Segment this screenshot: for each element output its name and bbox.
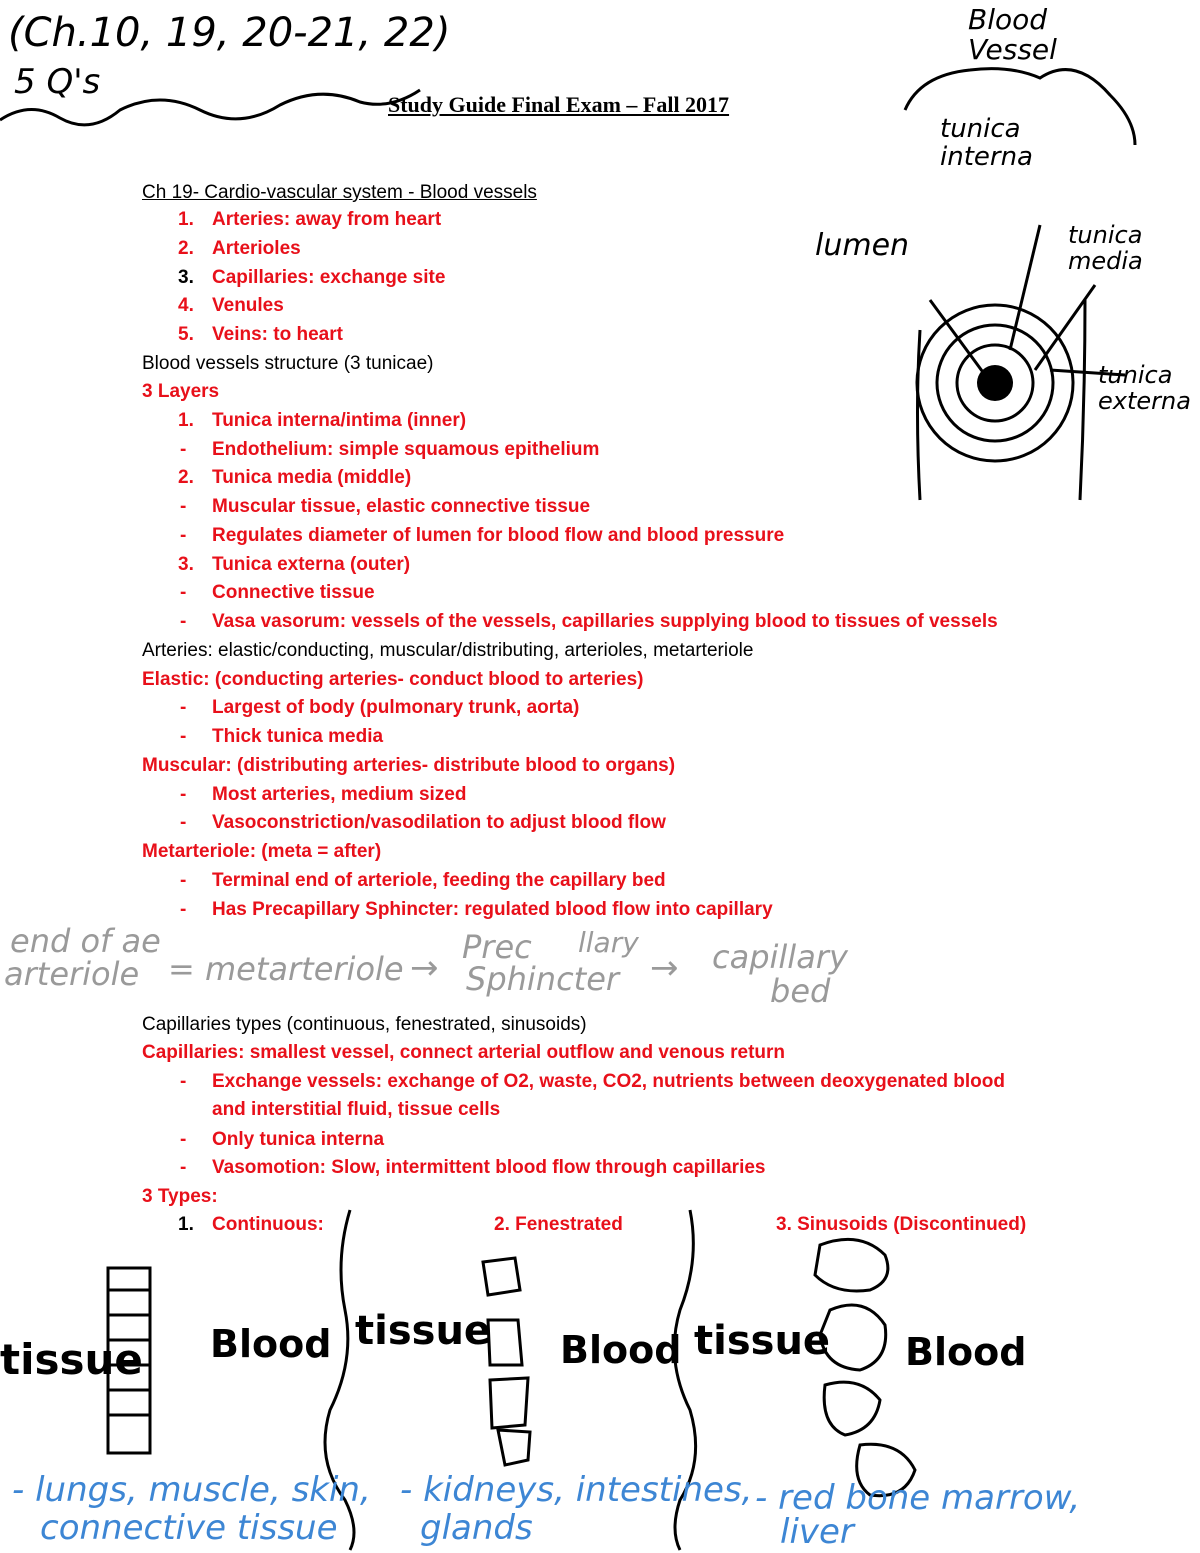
flow-note-d2: bed	[770, 972, 831, 1010]
flow-note-c2: Sphincter	[466, 960, 620, 998]
layer-marker-8: -	[180, 611, 187, 632]
type-continuous: Continuous:	[212, 1214, 324, 1235]
fenestrated-note-2: glands	[420, 1508, 533, 1548]
flow-note-arrow-2: →	[650, 948, 679, 988]
sinusoid-note-1: - red bone marrow,	[755, 1478, 1081, 1518]
type-fenestrated: 2. Fenestrated	[494, 1214, 623, 1235]
layer-marker-4: -	[180, 496, 187, 517]
capillaries-item-3: Vasomotion: Slow, intermittent blood flow through capillaries	[212, 1157, 766, 1178]
tissue-label-fenestrated: tissue	[355, 1308, 492, 1354]
capillaries-item-1-cont: and interstitial fluid, tissue cells	[212, 1099, 501, 1120]
page-title: Study Guide Final Exam – Fall 2017	[388, 92, 730, 117]
vessel-item-3: Capillaries: exchange site	[212, 267, 446, 288]
flow-note-arrow-1: →	[410, 948, 439, 988]
metarteriole-dash-2: -	[180, 899, 187, 920]
blood-label-fenestrated: Blood	[560, 1328, 682, 1372]
corner-note-wave-underline	[0, 80, 440, 140]
layer-marker-3: 2.	[178, 467, 194, 488]
vessel-num-3: 3.	[178, 267, 194, 288]
type-num-1: 1.	[178, 1214, 194, 1235]
flow-note-a2: arteriole	[4, 955, 140, 993]
elastic-dash-2: -	[180, 726, 187, 747]
layer-marker-5: -	[180, 525, 187, 546]
layer-item-1: Tunica interna/intima (inner)	[212, 410, 467, 431]
label-tunica-interna: tunica interna	[940, 114, 1033, 172]
capillaries-dash-2: -	[180, 1129, 187, 1150]
corner-note-line1: (Ch.10, 19, 20-21, 22)	[8, 10, 451, 56]
capillaries-dash-3: -	[180, 1157, 187, 1178]
muscular-item-1: Most arteries, medium sized	[212, 784, 467, 805]
metarteriole-heading: Metarteriole: (meta = after)	[142, 841, 382, 862]
layers-heading: 3 Layers	[142, 381, 220, 402]
muscular-dash-2: -	[180, 812, 187, 833]
layer-marker-1: 1.	[178, 410, 194, 431]
metarteriole-item-1: Terminal end of arteriole, feeding the capillary bed	[212, 870, 666, 891]
layer-item-3: Tunica media (middle)	[212, 467, 412, 488]
tissue-label-continuous: tissue	[0, 1335, 143, 1384]
layer-item-5: Regulates diameter of lumen for blood flow and blood pressure	[212, 525, 785, 546]
label-tunica-media: tunica media	[1068, 221, 1143, 275]
flow-note-b: = metarteriole	[168, 950, 404, 988]
continuous-note-2: connective tissue	[40, 1508, 338, 1548]
types-heading: 3 Types:	[142, 1186, 218, 1207]
elastic-item-2: Thick tunica media	[212, 726, 384, 747]
flow-note-a1: end of ae	[10, 922, 161, 960]
capillary-types-heading: Capillaries types (continuous, fenestrated, sinusoids)	[142, 1014, 587, 1035]
elastic-heading: Elastic: (conducting arteries- conduct blood to arteries)	[142, 669, 644, 690]
vessel-item-2: Arterioles	[212, 238, 301, 259]
capillaries-item-1: Exchange vessels: exchange of O2, waste, CO2, nutrients between deoxygenated blood	[212, 1071, 1005, 1092]
vessel-num-2: 2.	[178, 238, 194, 259]
flow-note-d1: capillary	[712, 938, 848, 976]
blood-label-continuous: Blood	[210, 1322, 332, 1366]
label-tunica-externa: tunica externa	[1098, 361, 1191, 415]
continuous-note-1: - lungs, muscle, skin,	[12, 1470, 371, 1510]
tissue-label-sinusoid: tissue	[694, 1318, 831, 1364]
capillaries-item-2: Only tunica interna	[212, 1129, 385, 1150]
capillaries-dash-1: -	[180, 1071, 187, 1092]
fenestrated-note-1: - kidneys, intestines,	[400, 1470, 753, 1510]
type-sinusoids: 3. Sinusoids (Discontinued)	[776, 1214, 1027, 1235]
layer-item-8: Vasa vasorum: vessels of the vessels, capillaries supplying blood to tissues of vessels	[212, 611, 998, 632]
vessel-item-4: Venules	[212, 295, 284, 316]
capillaries-heading: Capillaries: smallest vessel, connect arterial outflow and venous return	[142, 1042, 786, 1063]
sinusoid-note-2: liver	[780, 1512, 854, 1552]
layer-item-4: Muscular tissue, elastic connective tissue	[212, 496, 591, 517]
chapter-heading: Ch 19- Cardio-vascular system - Blood vessels	[142, 182, 537, 203]
vessel-num-4: 4.	[178, 295, 194, 316]
blood-vessel-title: Blood Vessel	[968, 3, 1057, 66]
arteries-heading: Arteries: elastic/conducting, muscular/distributing, arterioles, metarteriole	[142, 640, 754, 661]
layer-item-7: Connective tissue	[212, 582, 375, 603]
structure-heading: Blood vessels structure (3 tunicae)	[142, 353, 434, 374]
elastic-dash-1: -	[180, 697, 187, 718]
vessel-item-5: Veins: to heart	[212, 324, 343, 345]
muscular-dash-1: -	[180, 784, 187, 805]
corner-note-line2: 5 Q's	[14, 62, 101, 102]
blood-label-sinusoid: Blood	[905, 1330, 1027, 1374]
layer-marker-2: -	[180, 439, 187, 460]
elastic-item-1: Largest of body (pulmonary trunk, aorta)	[212, 697, 580, 718]
flow-note-c3: llary	[578, 926, 639, 959]
vessel-num-5: 5.	[178, 324, 194, 345]
layer-marker-7: -	[180, 582, 187, 603]
metarteriole-item-2: Has Precapillary Sphincter: regulated blood flow into capillary	[212, 899, 773, 920]
vessel-num-1: 1.	[178, 209, 194, 230]
muscular-heading: Muscular: (distributing arteries- distribute blood to organs)	[142, 755, 676, 776]
label-lumen: lumen	[815, 228, 910, 263]
muscular-item-2: Vasoconstriction/vasodilation to adjust blood flow	[212, 812, 666, 833]
layer-item-6: Tunica externa (outer)	[212, 554, 411, 575]
vessel-item-1: Arteries: away from heart	[212, 209, 442, 230]
layer-item-2: Endothelium: simple squamous epithelium	[212, 439, 600, 460]
layer-marker-6: 3.	[178, 554, 194, 575]
metarteriole-dash-1: -	[180, 870, 187, 891]
flow-note-c1: Prec	[462, 928, 532, 966]
